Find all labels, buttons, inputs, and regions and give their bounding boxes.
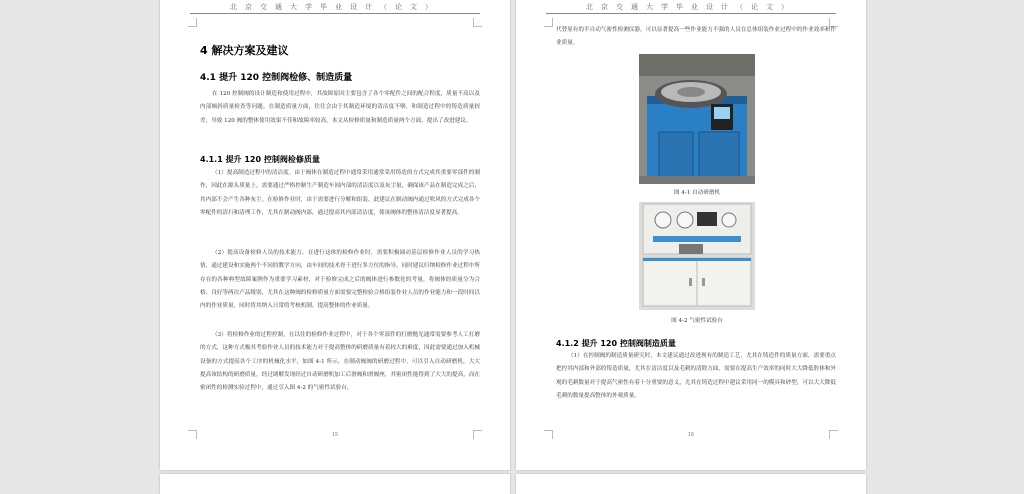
paragraph: （3）将检修作业的过程控制，在以往的检修作业过程中，对于各个零部件的打磨抛光通常需要参考人工打磨的方式，这种方式极其考验作业人员的技术能力对于提高整体的研磨质量有着较大的难度，因此需要通过加入机械设备的方式提高各个工序的机械化水平，如图 4-1 所示，在制动阀阀的研磨过程中，可以引入自动研磨机，大大提高该结构的研磨质量，经过调解发现经过自动研磨机加工后滑阀和滑阀座，其密闭性能得到了大大的提高，而在密闭性的检测实验过程中，通过引入图 4-2 的气密性试验台，	[200, 332, 480, 392]
header-rule	[190, 13, 480, 14]
crop-mark	[544, 18, 553, 27]
paragraph: 在 120 控制阀的设计制造和使用过程中，其故障原因主要包含了各个零配件之间的配合程度，质量不高以及内部倾斜质量检査等问题。在制造质量方面，往往会由于其制造环境的清洁度不够，和制造过程中的铸造质量较差，导致 120 阀的整体使用效果不佳和故障率较高。本文从检修质量和制造质量两个方面，提出了改进建议。	[200, 91, 480, 124]
next-page-edge	[516, 474, 866, 494]
document-page-15	[160, 0, 510, 470]
figure-caption: 图 4-2 气密性试验台	[671, 318, 723, 324]
paragraph: （1）提高制造过程中的清洁度。由于阀体在制造过程中通常采用通常采用铸造的方式完成其重要零部件的制作，因此在源头质量上，需要通过严格控制生产制造车间内部的清洁度以及灰尘量，确保该产品在制造完成之后，其内部不会产生各种灰尘。在检修作业时，由于需要进行分解和组装，此建议在制动阀内通过吹风的方式完成各个零配件的清扫和清理工作，尤其在制动阀内部，通过提高其内部清洁度，使该阀体的整体清洁度显著提高。	[200, 170, 480, 216]
subsection-heading: 4.1.1 提升 120 控制阀检修质量	[200, 155, 320, 164]
page-number: 16	[687, 432, 695, 438]
next-page-edge	[160, 474, 510, 494]
page-number: 15	[331, 432, 339, 438]
paragraph: （2）提高设备检修人员的技术能力。在进行这体的检修作业时，需要积极调动基层检修作业人员的学习热情，通过建设和实施两个不同的教学方向，由车间的技术骨干进行多方位的指导，同时建议归纳检修作业过程中所存在的各种典型故障案例作为重要学习素材，对于检修完成之后的阀体进行参数化的考量，将阀体的质量分为合格、良好等两次产品级别，尤其在这种阀的检修质量方面需要完整检验合格组装作业人员的作业能力和一段时间以内的作业质量，同时将其纳入日常的考核机制，提高整体的作业质量。	[200, 250, 480, 310]
header-rule	[546, 13, 836, 14]
crop-mark	[188, 18, 197, 27]
page-header: 北京交通大学毕业设计（论文）	[586, 3, 796, 11]
chapter-heading: 4 解决方案及建议	[200, 44, 289, 57]
paragraph: 代替原有的半自动气密性检测仪器，可以显著提高一些作业能力不强的人员在总体组装作业过程中的作业效率和作业质量。	[556, 27, 836, 47]
figure-caption: 图 4-1 自动研磨机	[673, 190, 721, 196]
figure-airtight-test-bench	[639, 202, 755, 310]
page-header: 北京交通大学毕业设计（论文）	[230, 3, 440, 11]
crop-mark	[473, 18, 482, 27]
figure-auto-grinder	[639, 54, 755, 184]
section-heading: 4.1 提升 120 控制阀检修、制造质量	[200, 73, 353, 83]
subsection-heading: 4.1.2 提升 120 控制阀制造质量	[556, 339, 676, 348]
paragraph: （1）在控制阀的制造质量研究时，本文建议通过改进现有的制造工艺，尤其在铸造件的质量方面，需要重点把控其内部和外部的铸造质量，尤其在清洁度以及毛刺的清除方面，需要在提高生产效率的同时大大降低腔体和外观的毛刺数量对于提高气密性有着十分重要的意义，尤其在铸造过程中建议采用同一的模具和砂型，可以大大降低毛刺的数量提高整体的外观质量。	[556, 353, 836, 399]
document-page-16	[516, 0, 866, 470]
